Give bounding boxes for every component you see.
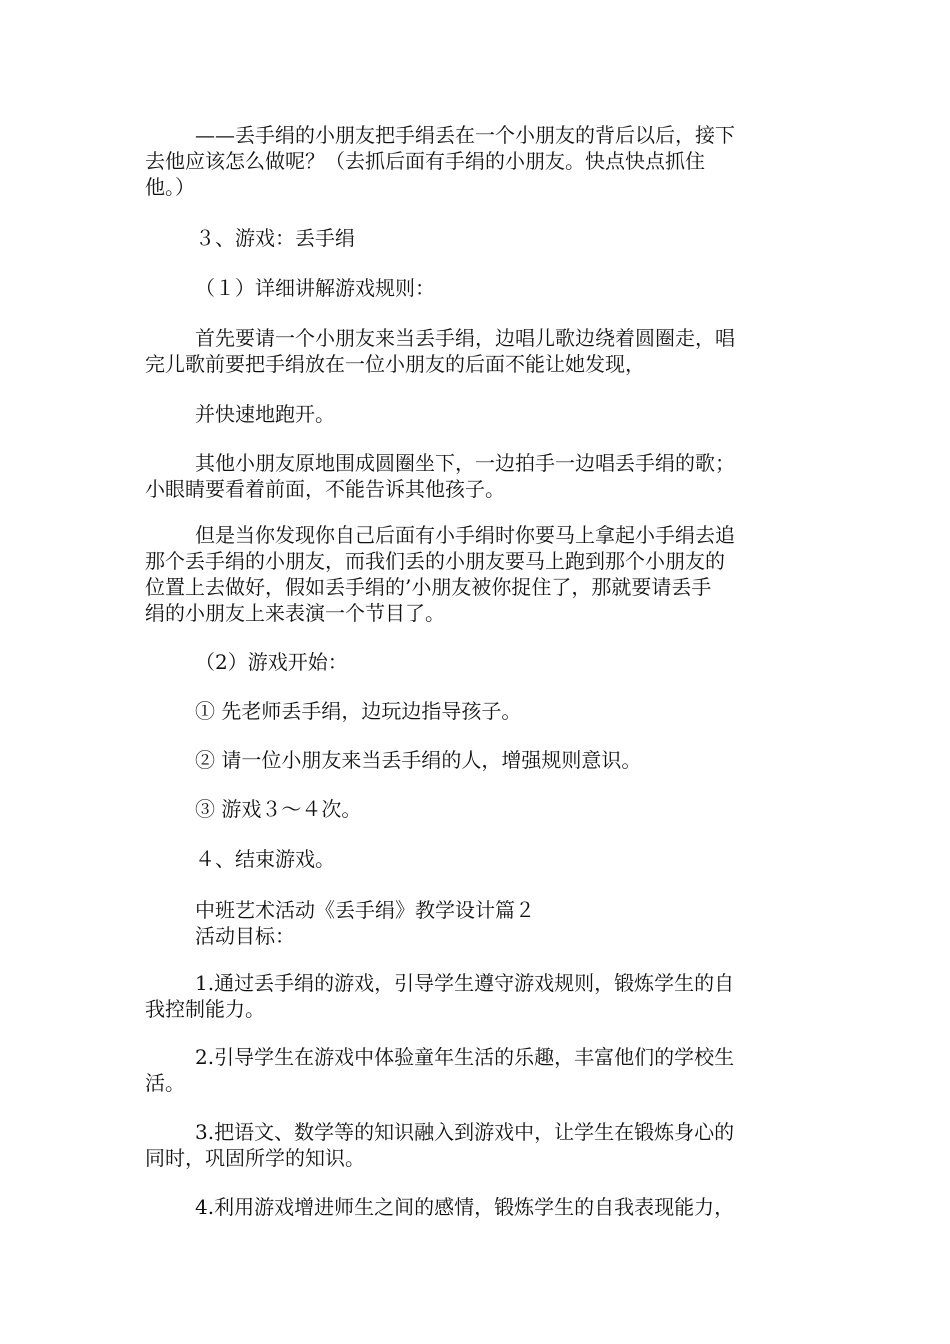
text-line: （１）详细讲解游戏规则： <box>195 276 435 300</box>
text-line: 去他应该怎么做呢？（去抓后面有手绢的小朋友。快点快点抓住 <box>145 149 705 173</box>
text-line: 小眼睛要看着前面，不能告诉其他孩子。 <box>145 477 505 501</box>
subheading-rules <box>145 275 810 301</box>
text-line: 他。） <box>145 175 195 199</box>
text-line: （2）游戏开始： <box>195 650 348 674</box>
text-line: 中班艺术活动《丢手绢》教学设计篇２ <box>195 898 535 922</box>
subheading-game-start <box>145 649 810 675</box>
text-line: 同时，巩固所学的知识。 <box>145 1146 365 1170</box>
text-line: ——丢手绢的小朋友把手绢丢在一个小朋友的背后以后，接下 <box>195 123 735 147</box>
paragraph-rules-2 <box>145 401 810 427</box>
paragraph-rules-1 <box>145 325 810 377</box>
section-heading-game <box>145 225 810 251</box>
text-line: 但是当你发现你自己后面有小手绢时你要马上拿起小手绢去追 <box>195 523 735 547</box>
paragraph-rules-4 <box>145 522 810 626</box>
list-item-step-1 <box>145 698 810 724</box>
article-title-part-2 <box>145 897 810 949</box>
text-line: 活。 <box>145 1071 185 1095</box>
list-item-step-3 <box>145 796 810 822</box>
paragraph-intro-question <box>145 122 810 200</box>
text-line: 2.引导学生在游戏中体验童年生活的乐趣，丰富他们的学校生 <box>195 1045 735 1069</box>
text-line: ① 先老师丢手绢，边玩边指导孩子。 <box>195 699 522 723</box>
objective-3 <box>145 1119 810 1171</box>
text-line: 绢的小朋友上来表演一个节目了。 <box>145 601 445 625</box>
text-line: ４、结束游戏。 <box>195 847 335 871</box>
text-line: 完儿歌前要把手绢放在一位小朋友的后面不能让她发现， <box>145 352 645 376</box>
text-line: 活动目标： <box>195 924 295 948</box>
text-line: 位置上去做好，假如丢手绢的’小朋友被你捉住了，那就要请丢手 <box>145 575 712 599</box>
text-line: 1.通过丢手绢的游戏，引导学生遵守游戏规则，锻炼学生的自 <box>195 971 735 995</box>
objective-4 <box>145 1194 810 1220</box>
list-item-step-2 <box>145 747 810 773</box>
objective-2 <box>145 1044 810 1096</box>
text-line: ② 请一位小朋友来当丢手绢的人，增强规则意识。 <box>195 748 642 772</box>
objective-1 <box>145 970 810 1022</box>
text-line: 并快速地跑开。 <box>195 402 335 426</box>
section-heading-end <box>145 846 810 872</box>
text-line: 首先要请一个小朋友来当丢手绢，边唱儿歌边绕着圆圈走，唱 <box>195 326 735 350</box>
text-line: 那个丢手绢的小朋友，而我们丢的小朋友要马上跑到那个小朋友的 <box>145 549 725 573</box>
text-line: 我控制能力。 <box>145 997 265 1021</box>
text-line: 其他小朋友原地围成圆圈坐下，一边拍手一边唱丢手绢的歌； <box>195 451 735 475</box>
text-line: ③ 游戏３～４次。 <box>195 797 362 821</box>
paragraph-rules-3 <box>145 450 810 502</box>
text-line: ３、游戏：丢手绢 <box>195 226 355 250</box>
text-line: 4.利用游戏增进师生之间的感情，锻炼学生的自我表现能力， <box>195 1195 735 1219</box>
text-line: 3.把语文、数学等的知识融入到游戏中，让学生在锻炼身心的 <box>195 1120 735 1144</box>
